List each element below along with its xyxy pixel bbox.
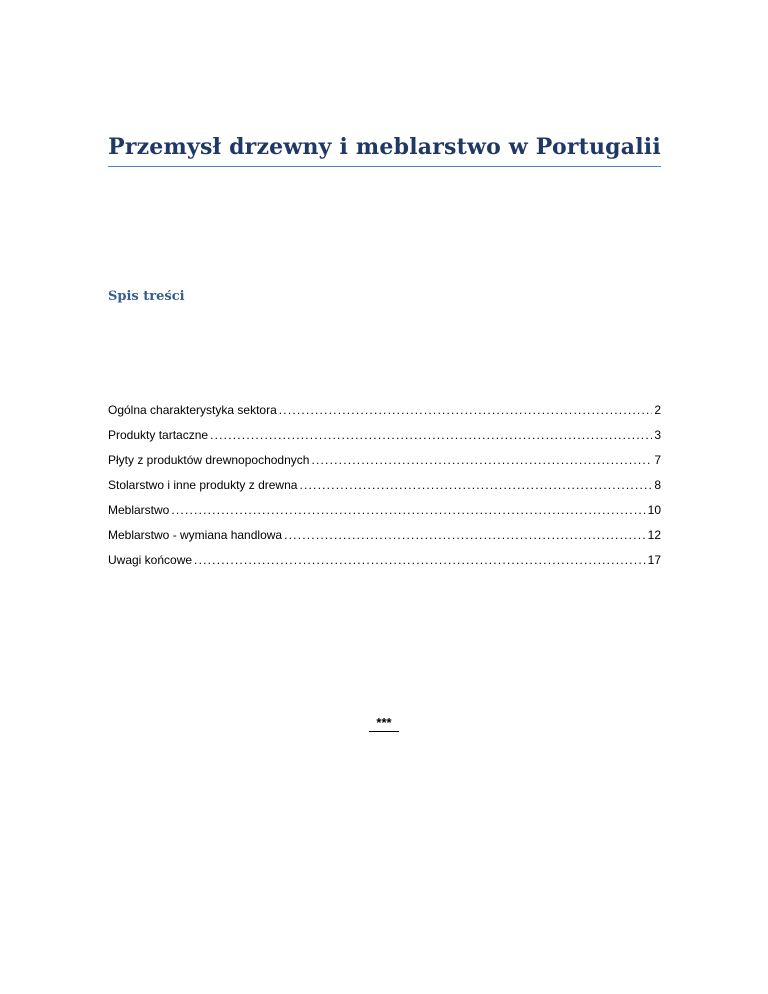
toc-entry-meblarstwo[interactable] (108, 498, 661, 523)
toc-dot-leader (299, 473, 652, 498)
toc-entry-stolarstwo[interactable] (108, 473, 661, 498)
toc-entry-meblarstwo-wymiana[interactable] (108, 523, 661, 548)
toc-page-number: 8 (654, 478, 661, 492)
page-title: Przemysł drzewny i meblarstwo w Portugalii (108, 134, 661, 160)
title-underline (108, 166, 661, 167)
toc-dot-leader (194, 548, 646, 573)
toc-entry-label: Meblarstwo - wymiana handlowa (108, 528, 283, 542)
toc-heading: Spis treści (108, 289, 185, 304)
toc-entry-label: Produkty tartaczne (108, 428, 209, 442)
toc-page-number: 2 (654, 403, 661, 417)
toc-entry-label: Ogólna charakterystyka sektora (108, 403, 277, 417)
toc-page-number: 7 (654, 453, 661, 467)
toc-entry-ogolna-charakterystyka[interactable] (108, 398, 661, 423)
toc-page-number: 12 (647, 528, 661, 542)
section-separator: *** (369, 715, 399, 732)
toc-entry-produkty-tartaczne[interactable] (108, 423, 661, 448)
toc-entry-label: Płyty z produktów drewnopochodnych (108, 453, 310, 467)
toc-dot-leader (210, 423, 652, 448)
toc-dot-leader (284, 523, 646, 548)
toc-dot-leader (311, 448, 652, 473)
toc-page-number: 17 (647, 553, 661, 567)
toc-entry-label: Stolarstwo i inne produkty z drewna (108, 478, 298, 492)
toc-entry-label: Meblarstwo (108, 503, 170, 517)
toc-page-number: 3 (654, 428, 661, 442)
toc-entry-uwagi-koncowe[interactable] (108, 548, 661, 573)
table-of-contents (108, 398, 661, 573)
toc-entry-plyty[interactable] (108, 448, 661, 473)
toc-dot-leader (171, 498, 645, 523)
toc-page-number: 10 (647, 503, 661, 517)
toc-entry-label: Uwagi końcowe (108, 553, 193, 567)
toc-dot-leader (279, 398, 653, 423)
